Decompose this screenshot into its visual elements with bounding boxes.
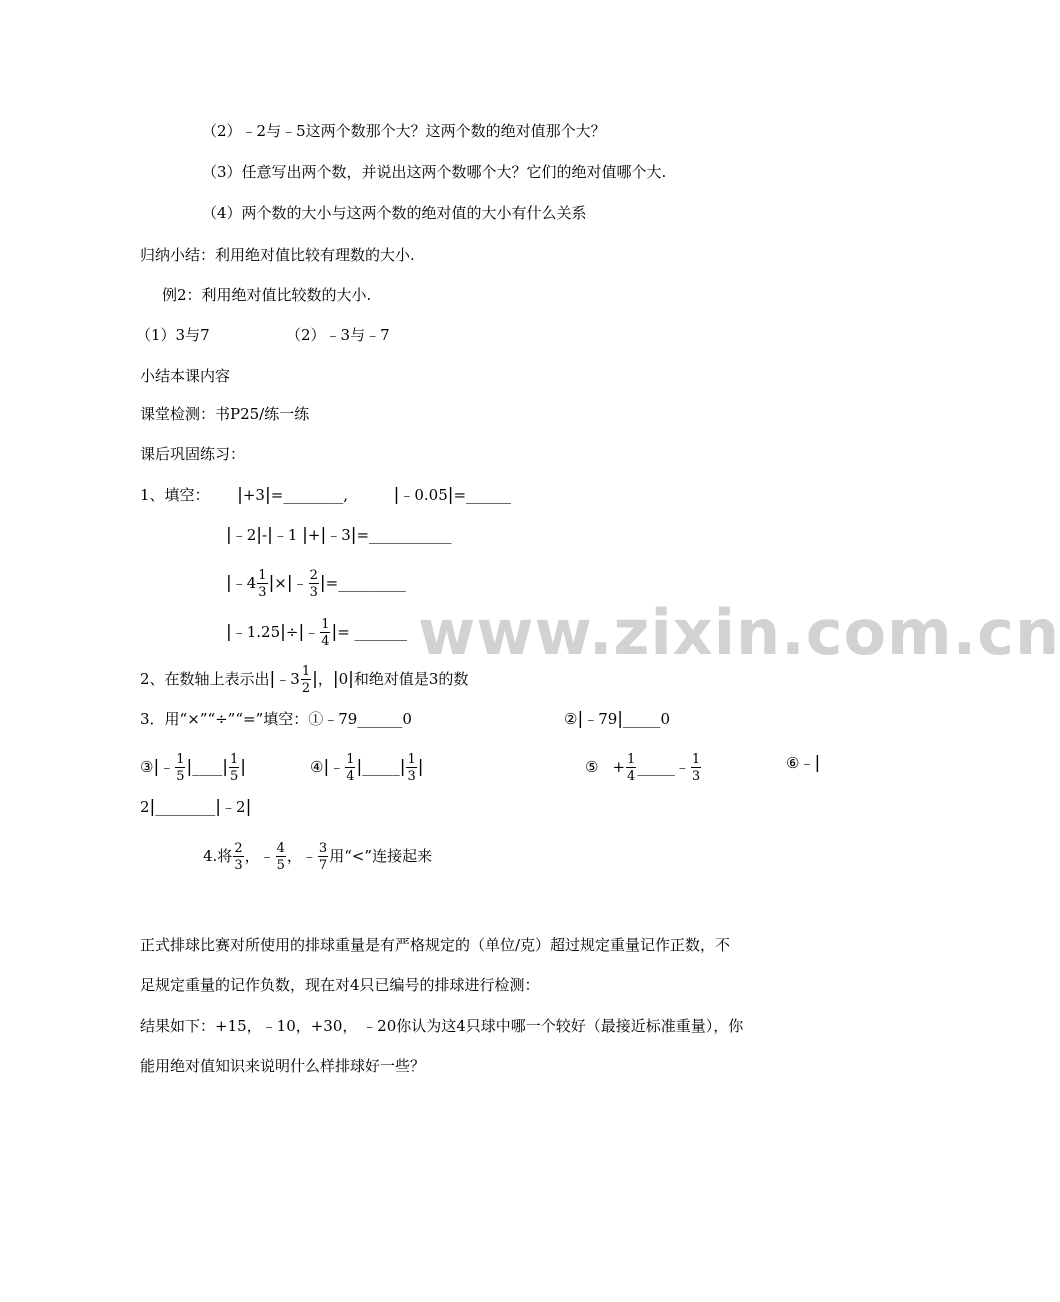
abs-bar: |	[222, 757, 228, 777]
abs-bar: |	[312, 669, 318, 689]
classroom-check: 课堂检测：书P25/练一练	[140, 405, 310, 423]
abs-bar: |	[399, 757, 406, 777]
exercise-3-part-5: ⑤ + $\frac{1}{4}$ _____﹣ $\frac{1}{3}$	[585, 752, 701, 784]
fraction: $\frac{3}{7}$	[318, 841, 328, 873]
question-3: （3）任意写出两个数，并说出这两个数哪个大？它们的绝对值哪个大.	[202, 163, 667, 181]
abs-bar: |	[577, 709, 584, 729]
exercise-1-row-3: |﹣4 $\frac{1}{3}$ |×|﹣ $\frac{2}{3}$ |=_________	[226, 568, 406, 600]
exercise-3-label: 3．用“×”“÷”“=”填空：①﹣79______0	[140, 710, 412, 728]
fraction: $\frac{1}{3}$	[407, 752, 416, 784]
problem-line-1: 正式排球比赛对所使用的排球重量是有严格规定的（单位/克）超过规定重量记作正数，不	[140, 936, 731, 954]
abs-bar: |	[814, 753, 821, 773]
fraction: $\frac{4}{5}$	[276, 841, 285, 873]
fraction: $\frac{1}{4}$	[627, 752, 636, 784]
abs-bar: |	[256, 525, 263, 545]
abs-bar: |	[280, 622, 286, 642]
summary-line: 归纳小结：利用绝对值比较有理数的大小.	[140, 246, 415, 264]
abs-bar: |	[215, 797, 222, 817]
abs-bar: |	[348, 669, 354, 689]
exercise-1-row-2: |﹣2|-|﹣1 |+|﹣3|=___________	[226, 525, 452, 545]
abs-bar: |	[245, 797, 252, 817]
exercise-1-row-4: |﹣1.25|÷|﹣ $\frac{1}{4}$ |= _______	[226, 617, 408, 649]
blank-1d: =_________	[325, 574, 406, 592]
example-2-part-2: （2）﹣3与﹣7	[286, 326, 390, 344]
abs-bar: |	[240, 757, 246, 777]
fraction: $\frac{1}{2}$	[301, 664, 311, 696]
fraction: $\frac{1}{5}$	[229, 752, 239, 784]
abs-bar: |	[286, 573, 293, 593]
fraction: $\frac{2}{3}$	[309, 568, 318, 600]
abs-bar: |	[323, 757, 330, 777]
abs-bar: |	[226, 525, 232, 545]
example-2-title: 例2：利用绝对值比较数的大小.	[162, 286, 372, 304]
example-2-part-1: （1）3与7	[136, 326, 210, 344]
problem-line-2: 足规定重量的记作负数，现在对4只已编号的排球进行检测：	[140, 976, 540, 994]
abs-bar: |	[264, 485, 271, 505]
exercise-3-part-2: ②|﹣79|_____0	[564, 709, 671, 729]
question-4: （4）两个数的大小与这两个数的绝对值的大小有什么关系	[202, 204, 587, 222]
exercise-3-part-6-cont: 2|________|﹣2|	[140, 797, 252, 817]
exercise-1-row-1: 1、填空： |+3|=________, |﹣0.05|=______	[140, 485, 512, 505]
fraction: $\frac{2}{3}$	[234, 841, 243, 873]
abs-bar: |	[319, 573, 326, 593]
abs-bar: |	[302, 525, 308, 545]
fraction: $\frac{1}{4}$	[321, 617, 330, 649]
blank-1a: =________,	[270, 486, 349, 504]
abs-bar: |	[226, 622, 232, 642]
exercise-3-part-3: ③|﹣ $\frac{1}{5}$ |____| $\frac{1}{5}$ |	[140, 752, 246, 784]
blank-1e: = _______	[337, 623, 408, 641]
blank-1b: =______	[453, 486, 512, 504]
abs-bar: |	[226, 573, 232, 593]
abs-bar: |	[298, 622, 305, 642]
abs-bar: |	[332, 669, 339, 689]
abs-bar: |	[268, 573, 275, 593]
abs-bar: |	[269, 669, 276, 689]
abs-bar: |	[320, 525, 327, 545]
exercise-2: 2、在数轴上表示出|﹣3 $\frac{1}{2}$ |，|0|和绝对值是3的数	[140, 664, 469, 696]
homework-title: 课后巩固练习：	[140, 445, 246, 463]
problem-line-4: 能用绝对值知识来说明什么样排球好一些？	[140, 1057, 426, 1075]
watermark: www.zixin.com.cn	[418, 596, 1060, 669]
abs-bar: |	[267, 525, 273, 545]
abs-bar: |	[237, 485, 243, 505]
abs-bar: |	[186, 757, 193, 777]
abs-bar: |	[153, 757, 160, 777]
problem-line-3: 结果如下：+15，﹣10，+30， ﹣20你认为这4只球中哪一个较好（最接近标准重量），你	[140, 1017, 744, 1035]
exercise-4: 4.将 $\frac{2}{3}$ ，﹣ $\frac{4}{5}$ ，﹣ $\frac{3}{7}$ 用“<”连接起来	[203, 841, 433, 873]
fraction: $\frac{1}{4}$	[346, 752, 355, 784]
abs-bar: |	[331, 622, 338, 642]
abs-bar: |	[447, 485, 454, 505]
question-2: （2）﹣2与﹣5这两个数那个大？这两个数的绝对值那个大？	[202, 122, 606, 140]
exercise-3-part-4: ④|﹣ $\frac{1}{4}$ |_____| $\frac{1}{3}$ |	[310, 752, 424, 784]
abs-bar: |	[617, 709, 624, 729]
blank-1c: =___________	[356, 526, 452, 544]
exercise-3-part-6: ⑥﹣|	[786, 753, 821, 773]
fraction: $\frac{1}{5}$	[176, 752, 185, 784]
abs-bar: |	[417, 757, 424, 777]
fraction: $\frac{1}{3}$	[691, 752, 701, 784]
abs-bar: |	[356, 757, 363, 777]
abs-bar: |	[350, 525, 357, 545]
fraction: $\frac{1}{3}$	[258, 568, 267, 600]
abs-bar: |	[149, 797, 156, 817]
abs-bar: |	[393, 485, 400, 505]
lesson-summary: 小结本课内容	[140, 367, 231, 385]
exercise-1-label: 1、填空：	[140, 486, 210, 504]
